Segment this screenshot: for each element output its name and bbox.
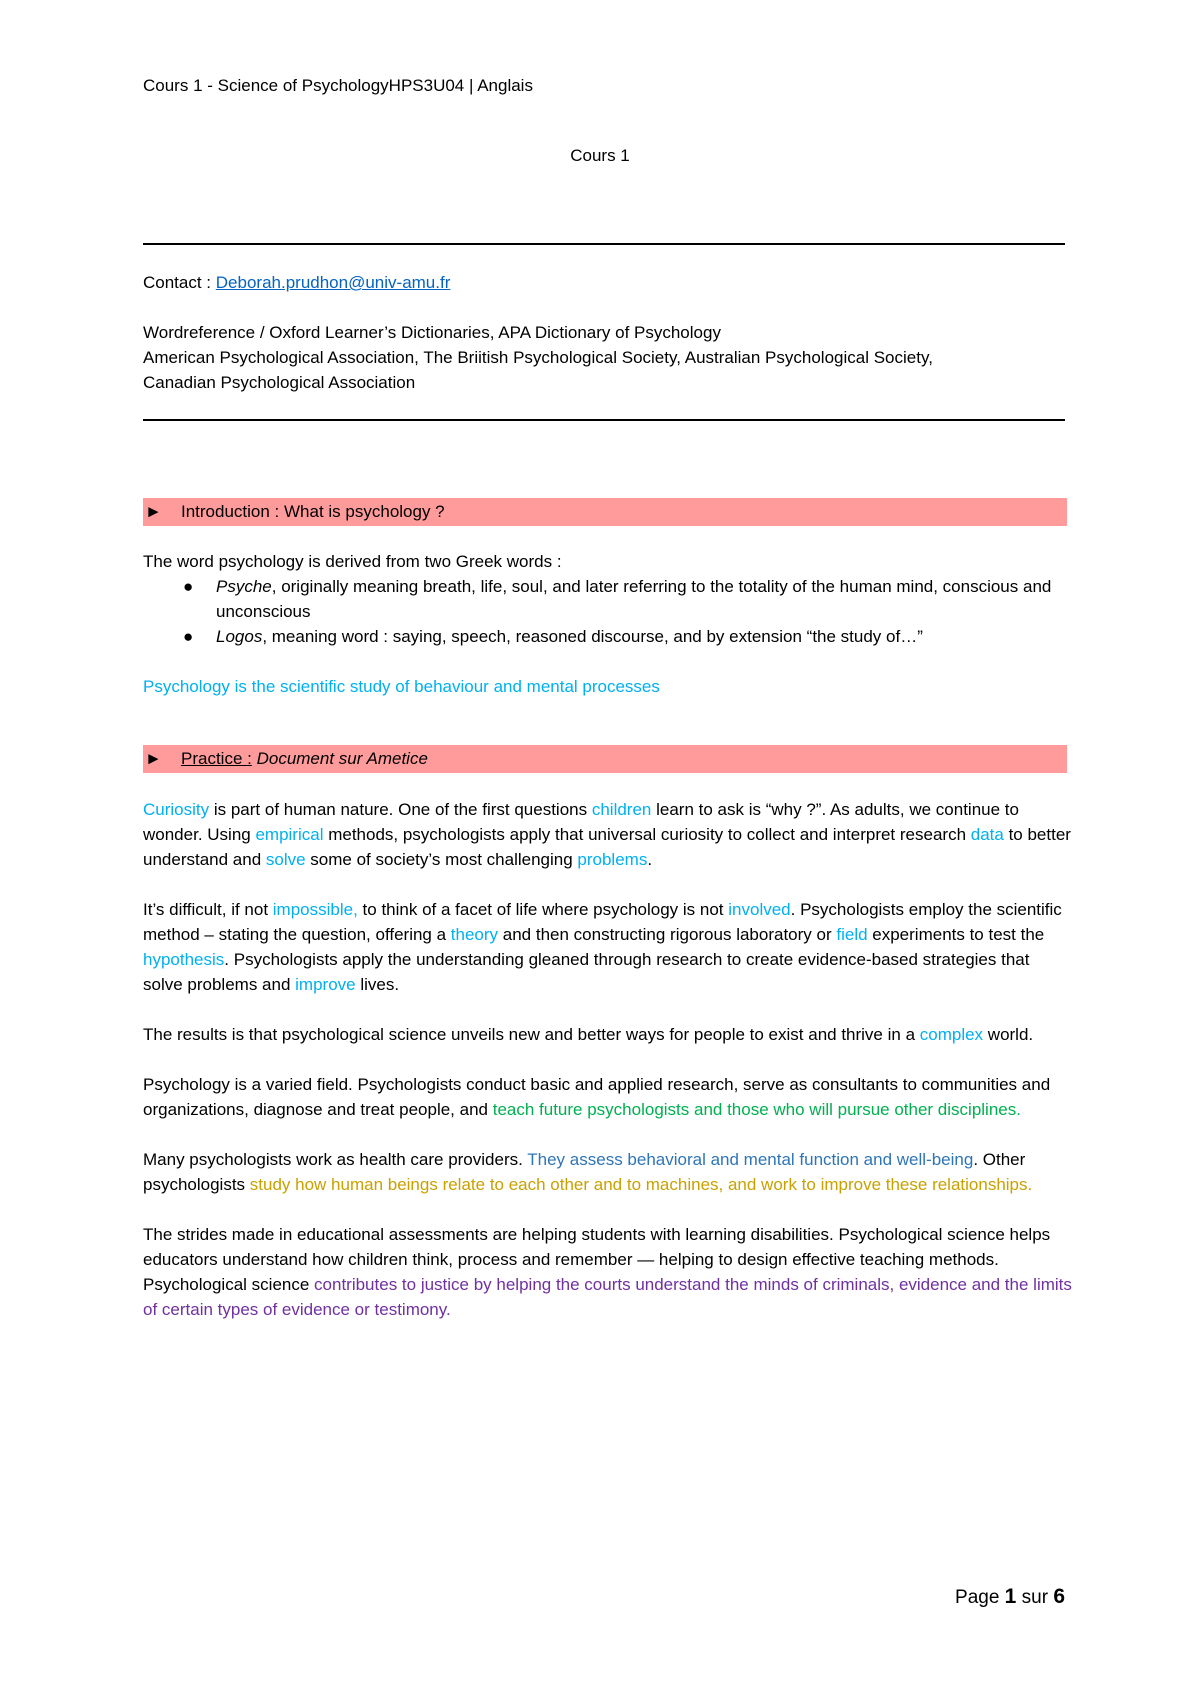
highlighted-text: teach future psychologists and those who will pursue other disciplines. — [492, 1100, 1021, 1119]
bullet-icon: ● — [183, 627, 194, 646]
contact-line — [143, 270, 1073, 295]
paragraph — [143, 897, 1073, 997]
page-separator: sur — [1016, 1587, 1054, 1608]
paragraph-text: to think of a facet of life where psychology is not — [357, 900, 729, 919]
contact-email-link[interactable]: Deborah.prudhon@univ-amu.fr — [215, 273, 451, 292]
term-definition: , meaning word : saying, speech, reasoned discourse, and by extension “the study of…” — [262, 627, 923, 646]
divider-bottom — [143, 419, 1065, 421]
arrow-icon: ► — [145, 502, 162, 521]
paragraph-text: . Psychologists apply the understanding gleaned through research to create evidence-based strategies that solve problems and — [143, 950, 1030, 994]
paragraph — [143, 1222, 1073, 1322]
document-title: Cours 1 — [570, 146, 630, 165]
highlighted-text: They assess behavioral and mental function and well-being — [527, 1150, 974, 1169]
paragraph-text: Many psychologists work as health care providers. — [143, 1150, 528, 1169]
psychology-definition: Psychology is the scientific study of behaviour and mental processes — [143, 677, 660, 696]
section-heading-introduction — [143, 498, 1067, 526]
paragraph-text: It’s difficult, if not — [143, 900, 273, 919]
paragraph-text: world. — [983, 1025, 1034, 1044]
paragraph-text: is part of human nature. One of the first questions — [209, 800, 592, 819]
paragraph-text: and then constructing rigorous laboratory or — [498, 925, 837, 944]
paragraph-text: experiments to test the — [867, 925, 1045, 944]
references-block — [143, 320, 1073, 395]
paragraph-text: Psychology is a varied field. Psychologists conduct basic and applied research, serve as consultants to communities and organizations, diagnose and treat people, and — [143, 1075, 1051, 1119]
highlighted-text: Curiosity — [143, 800, 210, 819]
intro-text: The word psychology is derived from two Greek words : — [143, 552, 562, 571]
term-definition: , originally meaning breath, life, soul, and later referring to the totality of the human mind, conscious and unconscious — [216, 577, 1052, 621]
arrow-icon: ► — [145, 749, 162, 768]
highlighted-text: problems — [577, 850, 648, 869]
highlighted-text: data — [970, 825, 1004, 844]
paragraph-text: . — [647, 850, 653, 869]
highlighted-text: study how human beings relate to each other and to machines, and work to improve these relationships. — [249, 1175, 1033, 1194]
paragraph — [143, 1022, 1073, 1047]
divider-top — [143, 243, 1065, 245]
list-item — [143, 574, 1073, 624]
header-text: Cours 1 - Science of PsychologyHPS3U04 | Anglais — [143, 76, 533, 95]
paragraph — [143, 1147, 1073, 1197]
highlighted-text: hypothesis — [143, 950, 225, 969]
page-word: Page — [955, 1587, 1005, 1608]
term-logos: Logos — [216, 627, 263, 646]
highlighted-text: empirical — [255, 825, 324, 844]
page-header — [143, 76, 533, 96]
reference-line: Wordreference / Oxford Learner’s Dictionaries, APA Dictionary of Psychology — [143, 323, 721, 342]
highlighted-text: theory — [450, 925, 499, 944]
practice-document-text: Document sur Ametice — [251, 749, 428, 768]
highlighted-text: solve — [265, 850, 306, 869]
list-item — [143, 624, 1073, 649]
bullet-icon: ● — [183, 577, 194, 596]
page-number: 1 — [1004, 1585, 1017, 1608]
term-psyche: Psyche — [216, 577, 272, 596]
section-heading-text: Introduction : What is psychology ? — [181, 502, 445, 521]
highlighted-text: contributes to justice by helping the courts understand the minds of criminals, evidence and the limits of certain types of evidence or testimony. — [143, 1275, 1072, 1319]
highlighted-text: field — [836, 925, 868, 944]
greek-words-list — [143, 574, 1073, 649]
reference-line: Canadian Psychological Association — [143, 373, 416, 392]
paragraph — [143, 797, 1073, 872]
page-total: 6 — [1053, 1585, 1065, 1608]
practice-body — [143, 797, 1073, 1322]
introduction-body — [143, 549, 1073, 699]
contact-label: Contact : — [143, 273, 216, 292]
reference-line: American Psychological Association, The Briitish Psychological Society, Australian Psychological Society, — [143, 348, 933, 367]
paragraph-text: to better understand and — [143, 825, 1071, 869]
paragraph-text: The strides made in educational assessments are helping students with learning disabilities. Psychological science helps educators understand how children think, process and remember — helping to design effective teaching methods. Psychological science — [143, 1225, 1051, 1294]
paragraph-text: . Other psychologists — [143, 1150, 1026, 1194]
practice-label: Practice : — [181, 749, 252, 768]
paragraph-text: learn to ask is “why ?”. As adults, we continue to wonder. Using — [143, 800, 1019, 844]
paragraph-text: lives. — [355, 975, 400, 994]
page-footer — [955, 1585, 1065, 1609]
highlighted-text: impossible, — [272, 900, 358, 919]
paragraph-text: methods, psychologists apply that universal curiosity to collect and interpret research — [323, 825, 971, 844]
paragraph-text: some of society’s most challenging — [305, 850, 578, 869]
section-heading-practice — [143, 745, 1067, 773]
paragraph-text: The results is that psychological science unveils new and better ways for people to exist and thrive in a — [143, 1025, 920, 1044]
highlighted-text: improve — [295, 975, 356, 994]
highlighted-text: involved — [728, 900, 791, 919]
highlighted-text: children — [591, 800, 652, 819]
paragraph-text: . Psychologists employ the scientific method – stating the question, offering a — [143, 900, 1062, 944]
paragraph — [143, 1072, 1073, 1122]
highlighted-text: complex — [919, 1025, 984, 1044]
